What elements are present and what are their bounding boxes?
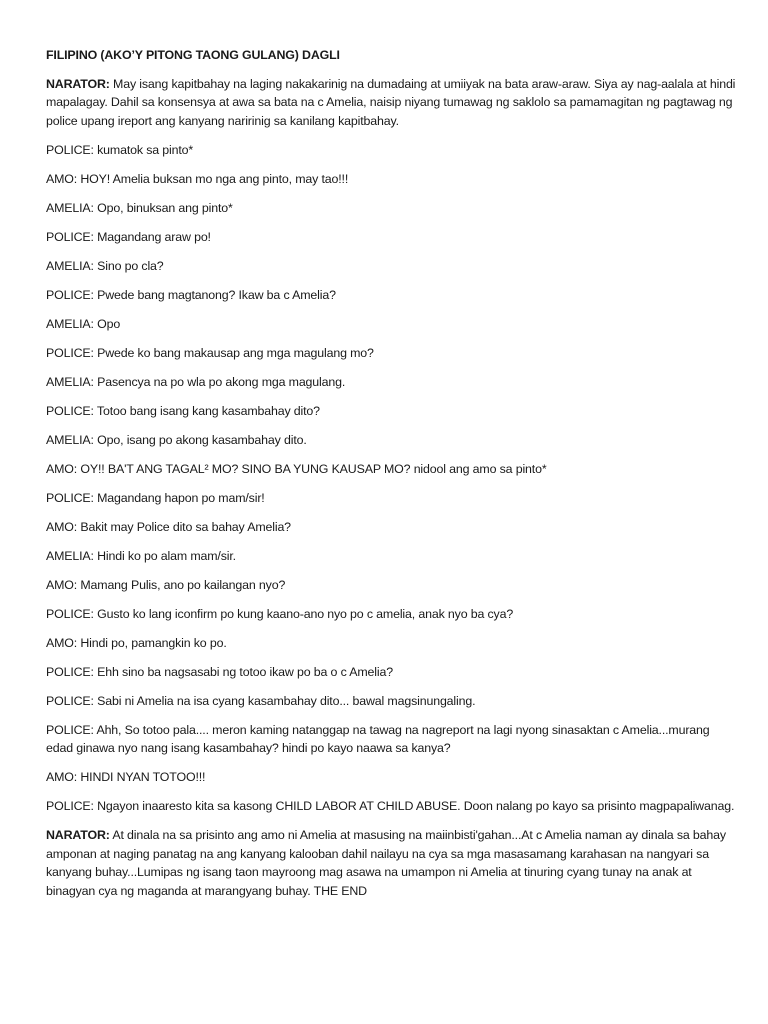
- dialogue-line: AMELIA: Pasencya na po wla po akong mga magulang.: [46, 374, 346, 389]
- dialogue-line: POLICE: Sabi ni Amelia na isa cyang kasambahay dito... bawal magsinungaling.: [46, 693, 476, 708]
- dialogue-line: AMELIA: Opo, binuksan ang pinto*: [46, 200, 233, 215]
- dialogue-line: POLICE: Pwede bang magtanong? Ikaw ba c Amelia?: [46, 287, 336, 302]
- narrator-intro-text: May isang kapitbahay na laging nakakarinig na dumadaing at umiiyak na bata araw-araw. Siya ay nag-aalala at hindi mapalagay. Dahil sa konsensya at awa sa bata na c Amelia, naisip niyang tumawag ng saklolo sa pamamagitan ng pagtawag ng police upang ireport ang kanyang naririnig sa kanilang kapitbahay.: [46, 76, 736, 128]
- dialogue-line: AMELIA: Opo: [46, 316, 121, 331]
- dialogue-line: AMO: Bakit may Police dito sa bahay Amelia?: [46, 519, 291, 534]
- dialogue-line: AMELIA: Sino po cla?: [46, 258, 164, 273]
- dialogue-line: POLICE: kumatok sa pinto*: [46, 142, 194, 157]
- dialogue-line: POLICE: Ahh, So totoo pala.... meron kaming natanggap na tawag na nagreport na lagi nyong sinasaktan c Amelia...murang edad ginawa nyo nang isang kasambahay? hindi po kayo naawa sa kanya?: [46, 722, 710, 755]
- dialogue-line: AMO: Hindi po, pamangkin ko po.: [46, 635, 227, 650]
- document-title: FILIPINO (AKO’Y PITONG TAONG GULANG) DAGLI: [46, 48, 340, 62]
- dialogue-line: AMELIA: Opo, isang po akong kasambahay dito.: [46, 432, 307, 447]
- dialogue-line: POLICE: Gusto ko lang iconfirm po kung kaano-ano nyo po c amelia, anak nyo ba cya?: [46, 606, 514, 621]
- dialogue-line: POLICE: Ngayon inaaresto kita sa kasong CHILD LABOR AT CHILD ABUSE. Doon nalang po kayo sa prisinto magpapaliwanag.: [46, 799, 735, 813]
- narrator-outro-text: At dinala na sa prisinto ang amo ni Amelia at masusing na maiinbisti'gahan...At c Amelia naman ay dinala sa bahay amponan at naging panatag na ang kanyang kalooban dahil nailayu na cya sa mga masasamang karahasan na nangyari sa kanyang buhay...Lumipas ng isang taon mayroong mag asawa na umampon ni Amelia at tinuring cyang tunay na anak at binagyan cya ng maganda at marangyang buhay. THE END: [46, 828, 726, 898]
- narrator-label: NARATOR:: [46, 76, 110, 91]
- dialogue-list: [46, 141, 736, 816]
- dialogue-line: POLICE: Magandang hapon po mam/sir!: [46, 490, 265, 505]
- dialogue-line: AMO: Mamang Pulis, ano po kailangan nyo?: [46, 577, 286, 592]
- document-page: [46, 46, 736, 911]
- dialogue-line: POLICE: Totoo bang isang kang kasambahay dito?: [46, 403, 320, 418]
- dialogue-line: POLICE: Pwede ko bang makausap ang mga magulang mo?: [46, 345, 374, 360]
- narrator-label: NARATOR:: [46, 828, 110, 842]
- dialogue-line: AMO: HINDI NYAN TOTOO!!!: [46, 770, 206, 784]
- dialogue-line: AMELIA: Hindi ko po alam mam/sir.: [46, 548, 236, 563]
- dialogue-line: POLICE: Ehh sino ba nagsasabi ng totoo ikaw po ba o c Amelia?: [46, 664, 393, 679]
- dialogue-line: AMO: OY!! BA'T ANG TAGAL² MO? SINO BA YUNG KAUSAP MO? nidool ang amo sa pinto*: [46, 461, 547, 476]
- narrator-intro-paragraph: [46, 75, 736, 131]
- dialogue-line: POLICE: Magandang araw po!: [46, 229, 211, 244]
- dialogue-line: AMO: HOY! Amelia buksan mo nga ang pinto, may tao!!!: [46, 171, 349, 186]
- narrator-outro-paragraph: [46, 826, 736, 900]
